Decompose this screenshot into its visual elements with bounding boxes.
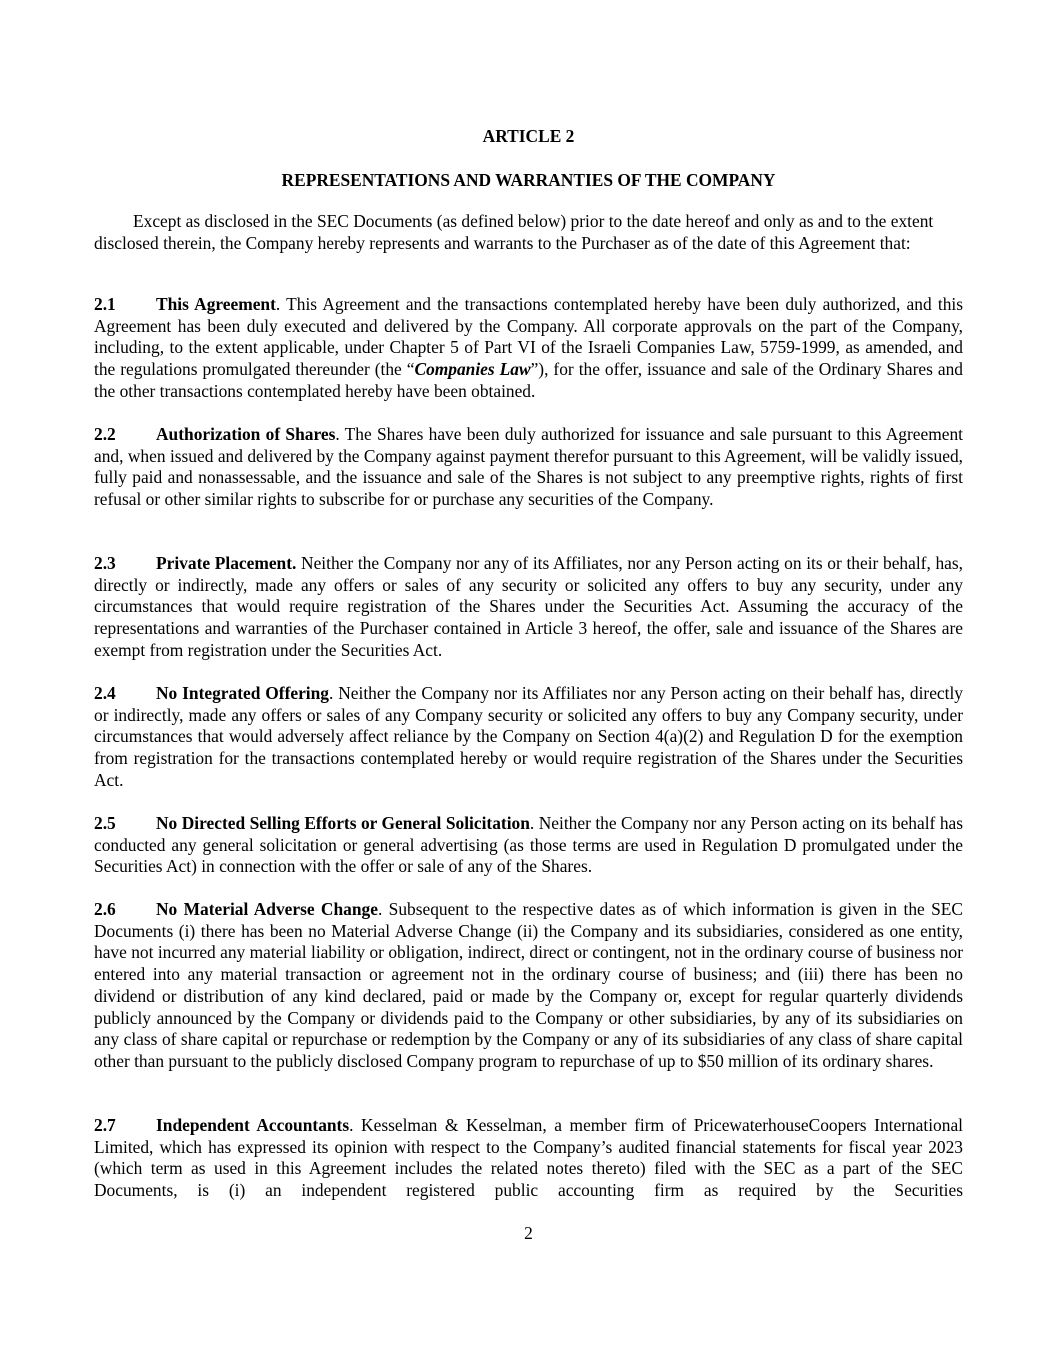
section-number: 2.3 [94, 553, 116, 573]
section-title: No Directed Selling Efforts or General Solicitation [156, 813, 530, 833]
section-body: . Kesselman & Kesselman, a member firm of PricewaterhouseCoopers International Limited, which has expressed its opinion with respect to the Company’s audited financial statements for fiscal year 2023 (which term as used in this Agreement includes the related notes thereto) filed with the SEC as a part of the SEC Documents, is (i) an independent registered public accounting firm as required by the Securities [94, 1115, 963, 1201]
defined-term: Companies Law [414, 359, 531, 380]
article-title: REPRESENTATIONS AND WARRANTIES OF THE COMPANY [281, 170, 776, 190]
section-2-7 [94, 1115, 963, 1202]
section-2-3 [94, 553, 963, 662]
section-title: No Integrated Offering [156, 683, 329, 703]
section-title: This Agreement [156, 294, 276, 314]
section-body: . Neither the Company nor its Affiliates nor any Person acting on their behalf has, directly or indirectly, made any offers or sales of any Company security or solicited any offers to buy any Company security, under circumstances that would adversely affect reliance by the Company on Section 4(a)(2) and Regulation D for the exemption from registration for the transactions contemplated hereby or would require registration of the Shares under the Securities Act. [94, 683, 963, 790]
section-2-6 [94, 899, 963, 1073]
section-number: 2.4 [94, 683, 116, 703]
intro-paragraph: Except as disclosed in the SEC Documents (as defined below) prior to the date hereof and only as and to the extent disclosed therein, the Company hereby represents and warrants to the Purchaser as of the date of this Agreement that: [94, 211, 934, 253]
page-number: 2 [524, 1223, 533, 1243]
section-body: . Neither the Company nor any Person acting on its behalf has conducted any general solicitation or general advertising (as those terms are used in Regulation D promulgated under the Securities Act) in connection with the offer or sale of any of the Shares. [94, 813, 963, 877]
section-number: 2.2 [94, 424, 116, 444]
section-number: 2.1 [94, 294, 116, 314]
section-2-4 [94, 683, 963, 792]
section-body: . The Shares have been duly authorized for issuance and sale pursuant to this Agreement and, when issued and delivered by the Company against payment therefor pursuant to this Agreement, will be validly issued, fully paid and nonassessable, and the issuance and sale of the Shares is not subject to any preemptive rights, rights of first refusal or other similar rights to subscribe for or purchase any securities of the Company. [94, 424, 963, 510]
article-number: ARTICLE 2 [482, 126, 575, 146]
section-title: Independent Accountants [156, 1115, 350, 1135]
section-body: Neither the Company nor any of its Affiliates, nor any Person acting on its or their behalf, has, directly or indirectly, made any offers or sales of any security or solicited any offers to buy any security, under any circumstances that would require registration of the Shares under the Securities Act. Assuming the accuracy of the representations and warranties of the Purchaser contained in Article 3 hereof, the offer, sale and issuance of the Shares are exempt from registration under the Securities Act. [94, 553, 963, 660]
section-2-5 [94, 813, 963, 878]
section-title: Authorization of Shares [156, 424, 336, 444]
section-title: No Material Adverse Change [156, 899, 378, 919]
section-2-2 [94, 424, 963, 511]
section-body-continued: ”), for the offer, issuance and sale of the Ordinary Shares and the other transactions contemplated hereby have been obtained. [94, 359, 963, 401]
section-2-1 [94, 294, 963, 403]
section-number: 2.6 [94, 899, 116, 919]
section-body: . This Agreement and the transactions contemplated hereby have been duly authorized, and this Agreement has been duly executed and delivered by the Company. All corporate approvals on the part of the Company, including, to the extent applicable, under Chapter 5 of Part VI of the Israeli Companies Law, 5759-1999, as amended, and the regulations promulgated thereunder (the “ [94, 294, 963, 380]
section-number: 2.5 [94, 813, 116, 833]
section-body: . Subsequent to the respective dates as of which information is given in the SEC Documents (i) there has been no Material Adverse Change (ii) the Company and its subsidiaries, considered as one entity, have not incurred any material liability or obligation, indirect, direct or contingent, not in the ordinary course of business nor entered into any material transaction or agreement not in the ordinary course of business; and (iii) there has been no dividend or distribution of any kind declared, paid or made by the Company or, except for regular quarterly dividends publicly announced by the Company or dividends paid to the Company or other subsidiaries, by any of its subsidiaries on any class of share capital or repurchase or redemption by the Company or any of its subsidiaries of any class of share capital other than pursuant to the publicly disclosed Company program to repurchase of up to $50 million of its ordinary shares. [94, 899, 963, 1071]
section-title: Private Placement. [156, 553, 297, 573]
section-number: 2.7 [94, 1115, 116, 1135]
